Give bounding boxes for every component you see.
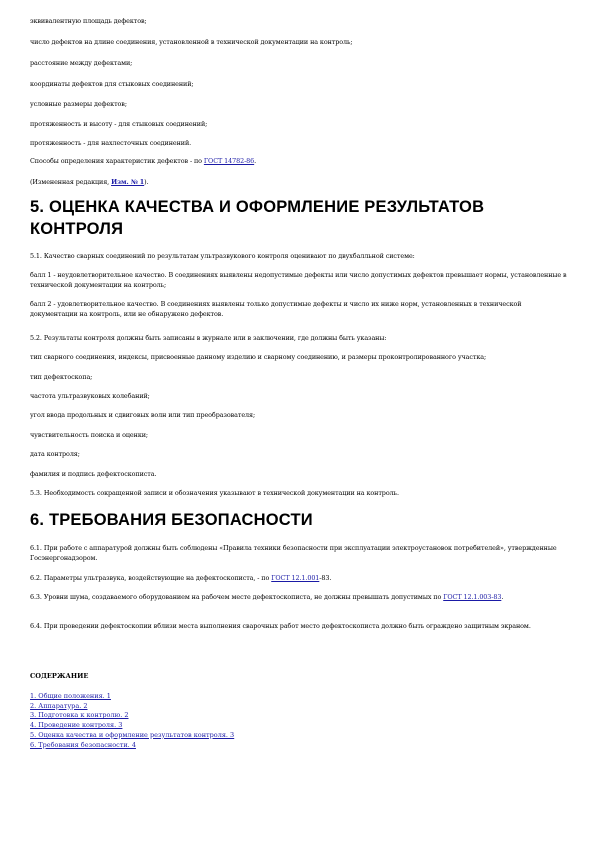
text: 6.3. Уровни шума, создаваемого оборудованием на рабочем месте дефектоскописта, не должны превышать допустимых по [30, 593, 444, 601]
paragraph: число дефектов на длине соединения, установленной в технической документации на контроль; [30, 38, 353, 46]
gost-14782-link[interactable]: ГОСТ 14782-86 [203, 157, 255, 165]
paragraph: 5.2. Результаты контроля должны быть записаны в журнале или в заключении, где должны быть указаны: [30, 334, 387, 342]
table-of-contents [30, 692, 234, 750]
paragraph: балл 2 - удовлетворительное качество. В соединениях выявлены только допустимые дефекты и число их ниже норм, установленных в технической документации на контроль, или не обнаружено дефектов. [30, 300, 522, 318]
amendment-note [30, 177, 568, 187]
toc-item[interactable]: 6. Требования безопасности. 4 [30, 740, 136, 749]
paragraph: фамилия и подпись дефектоскописта. [30, 470, 157, 478]
toc-item[interactable]: 5. Оценка качества и оформление результатов контроля. 3 [30, 730, 235, 739]
section-5-heading: 5. ОЦЕНКА КАЧЕСТВА И ОФОРМЛЕНИЕ РЕЗУЛЬТАТОВ КОНТРОЛЯ [30, 198, 485, 238]
paragraph: частота ультразвуковых колебаний; [30, 392, 150, 400]
paragraph: координаты дефектов для стыковых соединений; [30, 80, 194, 88]
text: . [254, 157, 257, 165]
paragraph: тип сварного соединения, индексы, присвоенные данному изделию и сварному соединению, и размеры проконтролированного участка; [30, 353, 487, 361]
text: 6.2. Параметры ультразвука, воздействующие на дефектоскописта, - по [30, 574, 272, 582]
toc-item[interactable]: 1. Общие положения. 1 [30, 692, 111, 700]
paragraph: тип дефектоскопа; [30, 373, 93, 381]
gost-12-1-001-link[interactable]: ГОСТ 12.1.001 [271, 574, 320, 582]
paragraph: условные размеры дефектов; [30, 100, 127, 108]
paragraph: протяженность и высоту - для стыковых соединений; [30, 120, 208, 128]
text: -83. [319, 574, 332, 582]
paragraph-with-link [30, 592, 568, 602]
amendment-1-link[interactable]: Изм. № 1 [111, 178, 145, 186]
section-6-heading: 6. ТРЕБОВАНИЯ БЕЗОПАСНОСТИ [30, 511, 313, 529]
paragraph-with-link [30, 156, 568, 166]
paragraph: балл 1 - неудовлетворительное качество. В соединениях выявлены недопустимые дефекты или число допустимых дефектов превышает нормы, установленные в технической документации на контроль; [30, 271, 567, 289]
paragraph-with-link [30, 573, 568, 583]
paragraph: эквивалентную площадь дефектов; [30, 17, 147, 25]
toc-item[interactable]: 3. Подготовка к контролю. 2 [30, 711, 129, 720]
paragraph: 5.1. Качество сварных соединений по результатам ультразвукового контроля оценивают по двухбалльной системе: [30, 252, 415, 260]
paragraph: протяженность - для нахлесточных соединений. [30, 139, 192, 147]
paragraph: дата контроля; [30, 450, 80, 458]
paragraph: угол ввода продольных и сдвиговых волн или тип преобразователя; [30, 411, 256, 419]
paragraph: расстояние между дефектами; [30, 59, 133, 67]
toc-title: СОДЕРЖАНИЕ [30, 672, 89, 680]
paragraph: 6.1. При работе с аппаратурой должны быть соблюдены «Правила техники безопасности при эксплуатации электроустановок потребителей», утвержденные Госэнергонадзором. [30, 544, 557, 562]
text: ). [144, 178, 149, 186]
paragraph: 5.3. Необходимость сокращенной записи и обозначения указывают в технической документации на контроль. [30, 489, 399, 497]
text: . [501, 593, 504, 601]
toc-item[interactable]: 2. Аппаратура. 2 [30, 701, 88, 710]
toc-item[interactable]: 4. Проведение контроля. 3 [30, 721, 123, 730]
paragraph: 6.4. При проведении дефектоскопии вблизи места выполнения сварочных работ место дефектоскописта должно быть ограждено защитным экраном. [30, 622, 531, 630]
paragraph: чувствительность поиска и оценки; [30, 431, 148, 439]
text: Способы определения характеристик дефектов - по [30, 157, 204, 165]
gost-12-1-003-link[interactable]: ГОСТ 12.1.003-83 [443, 593, 502, 601]
text: (Измененная редакция, [30, 178, 112, 186]
